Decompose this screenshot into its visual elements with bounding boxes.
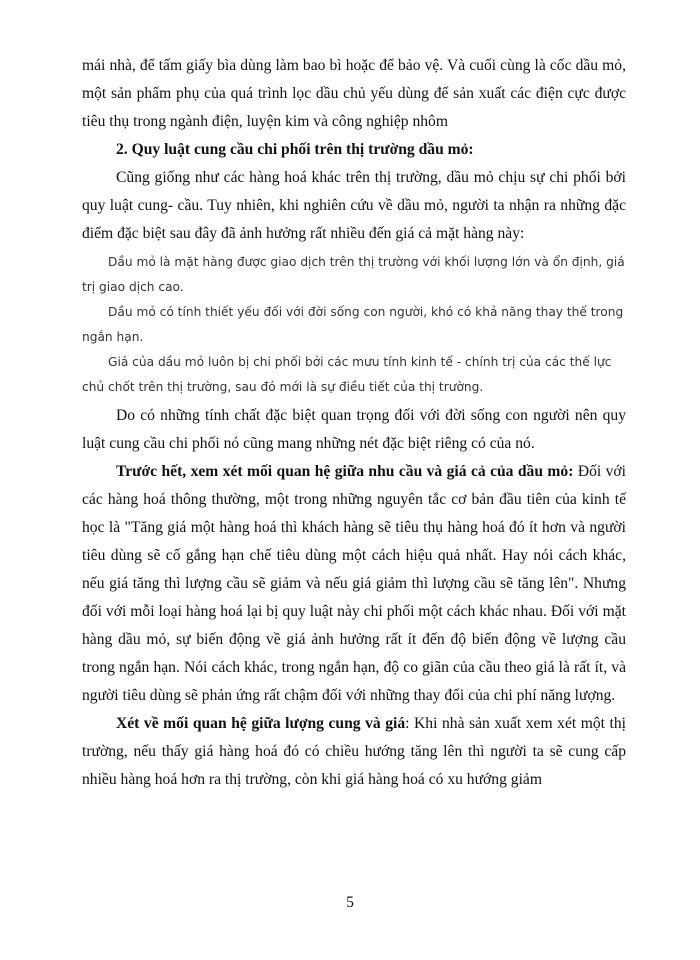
- section-heading: 2. Quy luật cung cầu chi phối trên thị trường dầu mỏ:: [116, 141, 474, 158]
- paragraph-continuation: mái nhà, để tấm giấy bìa dùng làm bao bì hoặc để bảo vệ. Và cuối cùng là cốc dầu mỏ, một sản phẩm phụ của quá trình lọc dầu chủ yếu dùng để sản xuất các điện cực được tiêu thụ trong ngành điện, luyện kim và công nghiệp nhôm: [82, 57, 626, 130]
- paragraph-supply-text: : Khi nhà sản xuất xem xét một thị trường, nếu thấy giá hàng hoá đó có chiều hướng tăng lên thì người ta sẽ cung cấp nhiều hàng hoá hơn ra thị trường, còn khi giá hàng hoá có xu hướng giảm: [82, 715, 626, 788]
- paragraph-intro: Cũng giống như các hàng hoá khác trên thị trường, dầu mỏ chịu sự chi phối bởi quy luật cung- cầu. Tuy nhiên, khi nghiên cứu về dầu mỏ, người ta nhận ra những đặc điểm đặc biệt sau đây đã ảnh hưởng rất nhiều đến giá cả mặt hàng này:: [82, 169, 626, 242]
- list-item: Dầu mỏ là mặt hàng được giao dịch trên thị trường với khối lượng lớn và ổn định, giá trị giao dịch cao.: [82, 255, 625, 294]
- list-item: Giá của dầu mỏ luôn bị chi phối bởi các mưu tính kinh tế - chính trị của các thế lực chủ chốt trên thị trường, sau đó mới là sự điều tiết của thị trường.: [82, 355, 612, 394]
- page-body: [82, 52, 626, 794]
- paragraph-demand-text: Đối với các hàng hoá thông thường, một trong những nguyên tắc cơ bản đầu tiên của kinh tế học là "Tăng giá một hàng hoá thì khách hàng sẽ tiêu thụ hàng hoá đó ít hơn và người tiêu dùng sẽ cố gắng hạn chế tiêu dùng một cách hiệu quả nhất. Hay nói cách khác, nếu giá tăng thì lượng cầu sẽ giảm và nếu giá giảm thì lượng cầu sẽ tăng lên". Nhưng đối với mỗi loại hàng hoá lại bị quy luật này chi phối một cách khác nhau. Đối với mặt hàng dầu mỏ, sự biến động về giá ảnh hưởng rất ít đến độ biến động về lượng cầu trong ngắn hạn. Nói cách khác, trong ngắn hạn, độ co giãn của cầu theo giá là rất ít, và người tiêu dùng sẽ phản ứng rất chậm đối với những thay đổi của chi phí năng lượng.: [82, 463, 626, 704]
- paragraph-conclusion: Do có những tính chất đặc biệt quan trọng đối với đời sống con người nên quy luật cung cầu chi phối nó cũng mang những nét đặc biệt riêng có của nó.: [82, 407, 626, 452]
- paragraph-demand-lead: Trước hết, xem xét mối quan hệ giữa nhu cầu và giá cả của dầu mỏ:: [116, 463, 574, 480]
- paragraph-demand: [82, 458, 626, 710]
- list-item: Dầu mỏ có tính thiết yếu đối với đời sống con người, khó có khả năng thay thế trong ngắn hạn.: [82, 305, 624, 344]
- paragraph-supply-lead: Xét về mối quan hệ giữa lượng cung và giá: [116, 715, 406, 732]
- paragraph-supply: [82, 710, 626, 794]
- page-number: 5: [346, 894, 354, 911]
